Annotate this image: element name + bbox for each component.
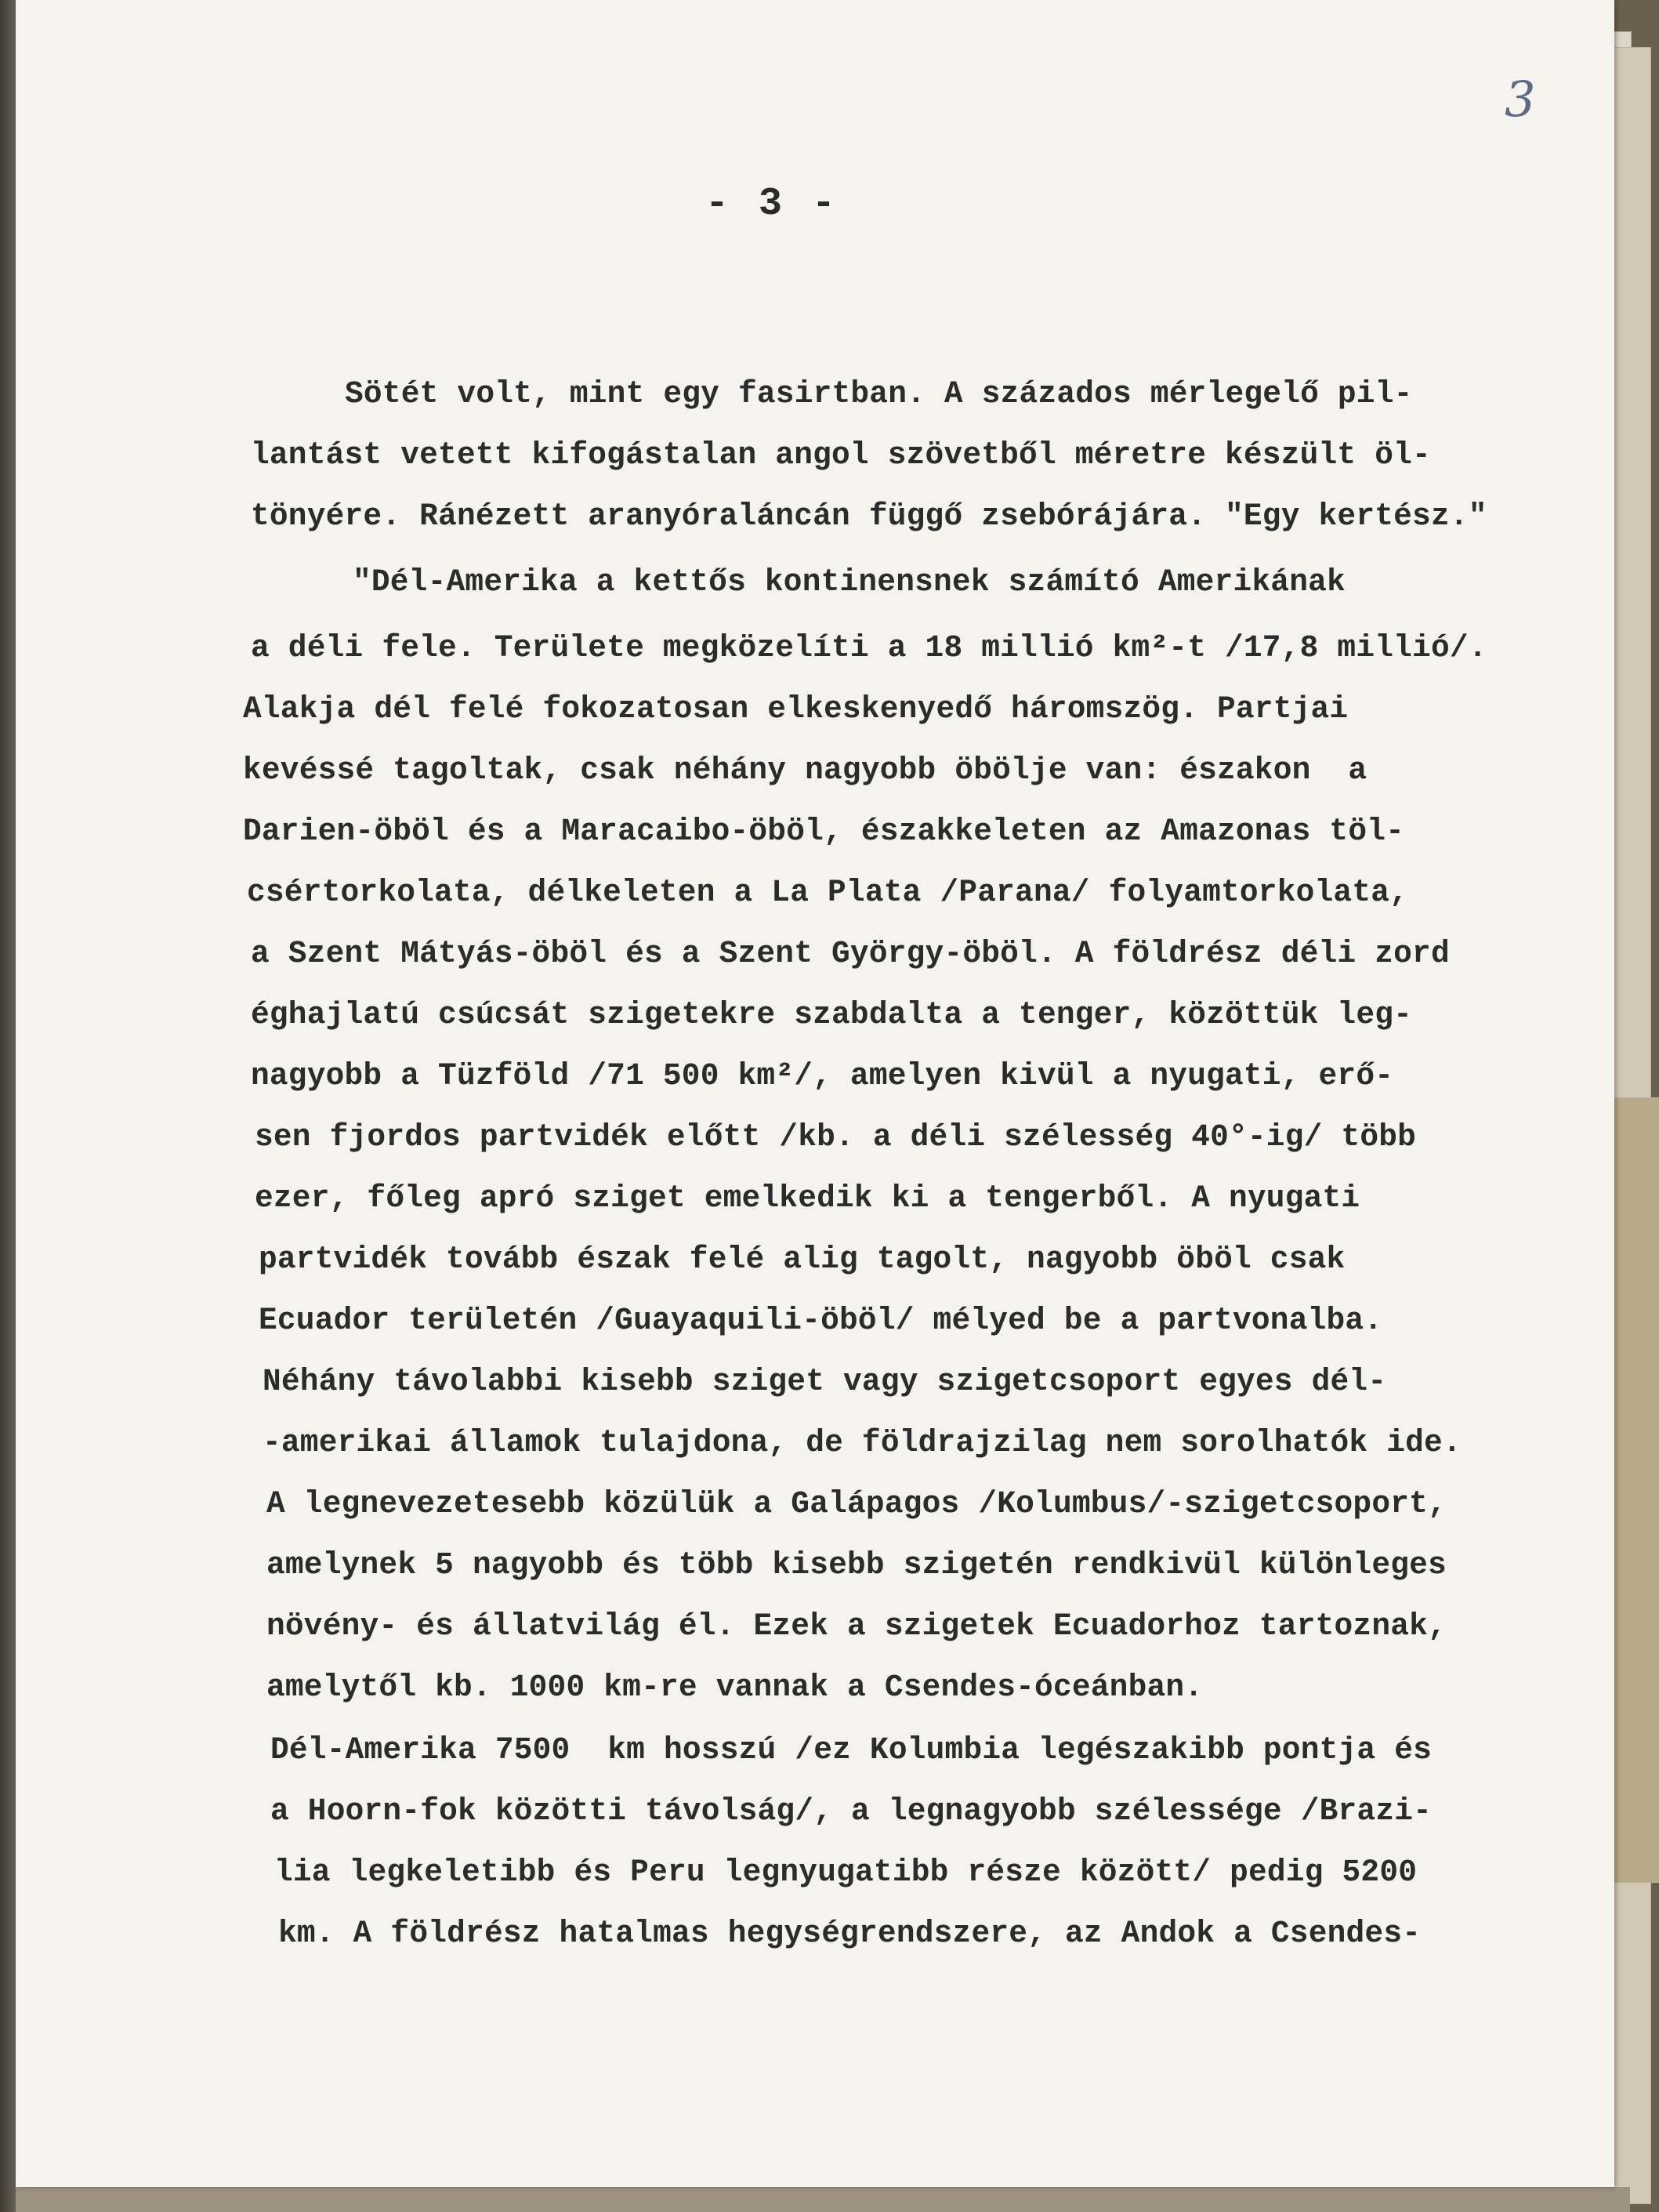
page-shadow (16, 2187, 1630, 2212)
page-number: - 3 - (705, 182, 839, 227)
text-line: növény- és állatvilág él. Ezek a szigetek Ecuadorhoz tartoznak, (266, 1608, 1447, 1644)
text-line: lantást vetett kifogástalan angol szövetből méretre készült öl- (251, 437, 1431, 473)
text-line: amelytől kb. 1000 km-re vannak a Csendes-óceánban. (266, 1670, 1204, 1705)
text-line: a déli fele. Területe megközelíti a 18 millió km²-t /17,8 millió/. (251, 630, 1487, 665)
text-line: a Szent Mátyás-öböl és a Szent György-öböl. A földrész déli zord (251, 936, 1450, 971)
text-line: lia legkeletibb és Peru legnyugatibb része között/ pedig 5200 (274, 1855, 1418, 1890)
text-line: kevéssé tagoltak, csak néhány nagyobb öbölje van: északon a (243, 752, 1367, 788)
text-line: Sötét volt, mint egy fasirtban. A százados mérlegelő pil- (345, 376, 1413, 412)
text-line: csértorkolata, délkeleten a La Plata /Parana/ folyamtorkolata, (247, 875, 1409, 910)
text-line: amelynek 5 nagyobb és több kisebb szigetén rendkivül különleges (266, 1547, 1447, 1583)
text-line: Alakja dél felé fokozatosan elkeskenyedő háromszög. Partjai (243, 691, 1349, 727)
text-line: "Dél-Amerika a kettős kontinensnek számító Amerikának (353, 564, 1346, 600)
text-line: nagyobb a Tüzföld /71 500 km²/, amelyen kivül a nyugati, erő- (251, 1058, 1394, 1093)
text-line: km. A földrész hatalmas hegységrendszere, az Andok a Csendes- (278, 1916, 1422, 1951)
typewritten-page (16, 0, 1614, 2187)
text-line: Néhány távolabbi kisebb sziget vagy szigetcsoport egyes dél- (263, 1364, 1387, 1399)
text-line: A legnevezetesebb közülük a Galápagos /Kolumbus/-szigetcsoport, (266, 1486, 1447, 1521)
folder-edge (1606, 1097, 1659, 1883)
text-line: Ecuador területén /Guayaquili-öböl/ mélyed be a partvonalba. (259, 1303, 1383, 1338)
text-line: sen fjordos partvidék előtt /kb. a déli szélesség 40°-ig/ több (255, 1119, 1417, 1155)
text-line: partvidék tovább észak felé alig tagolt, nagyobb öböl csak (259, 1242, 1346, 1277)
text-line: Dél-Amerika 7500 km hosszú /ez Kolumbia legészakibb pontja és (270, 1732, 1433, 1768)
text-line: éghajlatú csúcsát szigetekre szabdalta a tenger, közöttük leg- (251, 997, 1413, 1032)
handwritten-page-number: 3 (1505, 71, 1536, 128)
text-line: a Hoorn-fok közötti távolság/, a legnagyobb szélessége /Brazi- (270, 1793, 1433, 1829)
text-line: Darien-öböl és a Maracaibo-öböl, északkeleten az Amazonas töl- (243, 814, 1405, 849)
text-line: tönyére. Ránézett aranyóraláncán függő zsebórájára. "Egy kertész." (251, 499, 1487, 534)
text-line: ezer, főleg apró sziget emelkedik ki a tengerből. A nyugati (255, 1180, 1360, 1216)
text-line: -amerikai államok tulajdona, de földrajzilag nem sorolhatók ide. (263, 1425, 1462, 1460)
